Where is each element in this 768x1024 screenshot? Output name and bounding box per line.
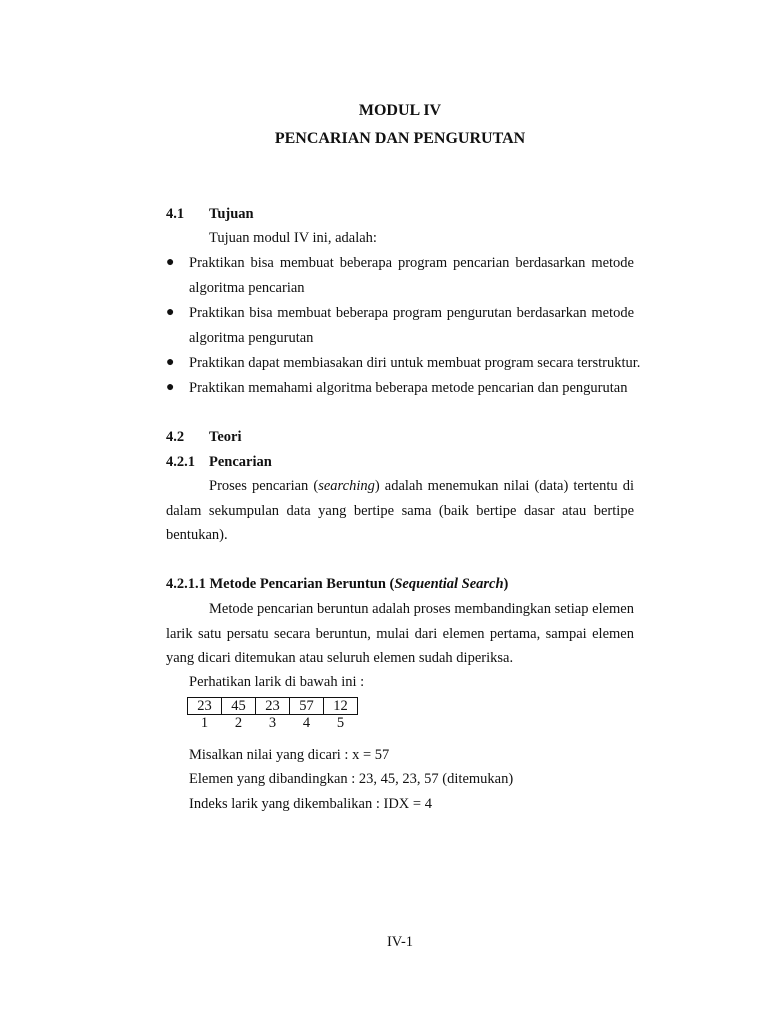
section-4-1-intro: Tujuan modul IV ini, adalah: xyxy=(209,230,377,246)
module-title: MODUL IV xyxy=(358,102,442,119)
bullet-icon: ● xyxy=(166,380,175,395)
array-index-cell: 1 xyxy=(200,715,209,731)
paragraph-line: larik satu persatu secara beruntun, mulai dari elemen pertama, sampai elemen xyxy=(166,626,634,642)
list-item-line: Praktikan dapat membiasakan diri untuk membuat program secara terstruktur. xyxy=(189,355,641,371)
section-4-1-number: 4.1 xyxy=(166,206,185,222)
section-4-2-1-number: 4.2.1 xyxy=(166,454,195,470)
array-index-cell: 5 xyxy=(336,715,345,731)
page-number: IV-1 xyxy=(386,934,414,950)
list-item-line: Praktikan memahami algoritma beberapa metode pencarian dan pengurutan xyxy=(189,380,628,396)
array-value-cell: 57 xyxy=(290,698,324,715)
list-item-line: algoritma pengurutan xyxy=(189,330,314,346)
paragraph-line: Proses pencarian (searching) adalah menemukan nilai (data) tertentu di xyxy=(209,478,634,494)
array-values-row xyxy=(188,698,358,715)
array-index-cell: 2 xyxy=(234,715,243,731)
paragraph-line: yang dicari ditemukan atau seluruh elemen sudah diperiksa. xyxy=(166,650,514,666)
array-intro: Perhatikan larik di bawah ini : xyxy=(189,674,365,690)
list-item-line: algoritma pencarian xyxy=(189,280,305,296)
array-value-cell: 23 xyxy=(256,698,290,715)
section-4-2-heading: Teori xyxy=(209,429,242,445)
array-value-cell: 12 xyxy=(324,698,358,715)
array-value-cell: 45 xyxy=(222,698,256,715)
paragraph-line: dalam sekumpulan data yang bertipe sama (baik bertipe dasar atau bertipe xyxy=(166,503,634,519)
section-4-2-number: 4.2 xyxy=(166,429,185,445)
example-line: Indeks larik yang dikembalikan : IDX = 4 xyxy=(189,796,432,812)
array-index-cell: 3 xyxy=(268,715,277,731)
example-line: Elemen yang dibandingkan : 23, 45, 23, 57 (ditemukan) xyxy=(189,771,514,787)
paragraph-line: Metode pencarian beruntun adalah proses membandingkan setiap elemen xyxy=(209,601,634,617)
bullet-icon: ● xyxy=(166,255,175,270)
list-item-line: Praktikan bisa membuat beberapa program pencarian berdasarkan metode xyxy=(189,255,634,271)
array-value-cell: 23 xyxy=(188,698,222,715)
example-line: Misalkan nilai yang dicari : x = 57 xyxy=(189,747,390,763)
section-4-2-1-heading: Pencarian xyxy=(209,454,272,470)
section-4-1-heading: Tujuan xyxy=(209,206,254,222)
bullet-icon: ● xyxy=(166,355,175,370)
array-index-row xyxy=(188,715,358,732)
section-4-2-1-1-heading: 4.2.1.1 Metode Pencarian Beruntun (Sequential Search) xyxy=(166,576,509,592)
array-index-cell: 4 xyxy=(302,715,311,731)
list-item-line: Praktikan bisa membuat beberapa program pengurutan berdasarkan metode xyxy=(189,305,634,321)
module-subtitle: PENCARIAN DAN PENGURUTAN xyxy=(274,130,526,147)
array-table xyxy=(187,697,358,731)
paragraph-line: bentukan). xyxy=(166,527,228,543)
bullet-icon: ● xyxy=(166,305,175,320)
